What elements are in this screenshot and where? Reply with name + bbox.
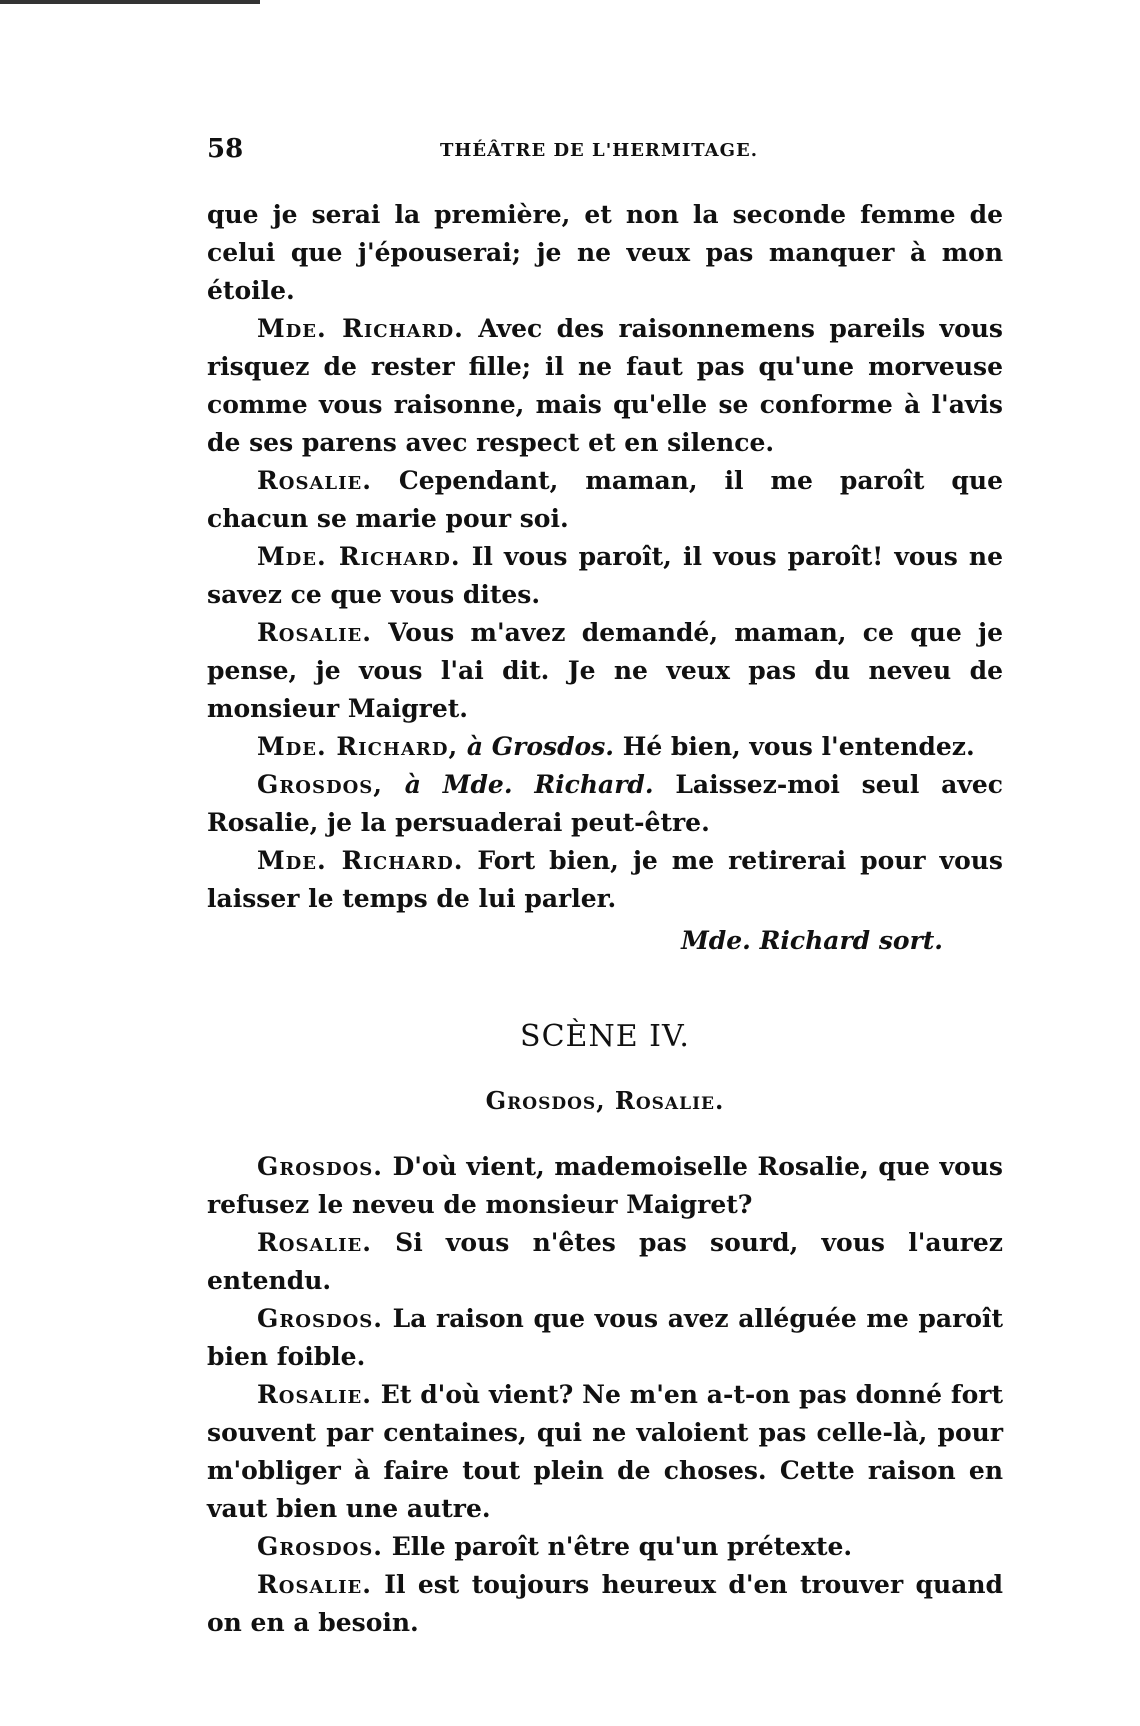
dialogue-line	[207, 1566, 1003, 1642]
stage-direction-inline: à Grosdos.	[458, 732, 614, 761]
speaker-name: Grosdos.	[257, 1304, 383, 1333]
speaker-name: Rosalie.	[257, 618, 372, 647]
dialogue-text: Vous m'avez demandé, maman, ce que je pense, je vous l'ai dit. Je ne veux pas du neveu de monsieur Maigret.	[207, 618, 1003, 723]
scene-cast: Grosdos, Rosalie.	[485, 1086, 725, 1115]
dialogue-text: Cependant, maman, il me paroît que chacun se marie pour soi.	[207, 466, 1003, 533]
dialogue-text: Hé bien, vous l'entendez.	[614, 732, 975, 761]
dialogue-text: Il est toujours heureux d'en trouver quand on en a besoin.	[207, 1570, 1003, 1637]
dialogue-text: Fort bien, je me retirerai pour vous laisser le temps de lui parler.	[207, 846, 1003, 913]
speaker-name: Rosalie.	[257, 466, 372, 495]
stage-direction-inline: à Mde. Richard.	[382, 770, 654, 799]
dialogue-text: Si vous n'êtes pas sourd, vous l'aurez entendu.	[207, 1228, 1003, 1295]
scene-title: SCÈNE IV.	[520, 1019, 690, 1054]
dialogue-line	[207, 462, 1003, 538]
speaker-name: Rosalie.	[257, 1380, 372, 1409]
dialogue-line	[207, 766, 1003, 842]
paragraph-continuation: que je serai la première, et non la seconde femme de celui que j'épouserai; je ne veux pas manquer à mon étoile.	[207, 200, 1003, 305]
dialogue-line	[207, 1224, 1003, 1300]
speaker-name: Mde. Richard.	[257, 314, 464, 343]
speaker-name: Grosdos.	[257, 1152, 383, 1181]
scan-edge-rule	[0, 0, 260, 4]
dialogue-text: Laissez-moi seul avec Rosalie, je la persuaderai peut-être.	[207, 770, 1003, 837]
page-number: 58	[207, 134, 244, 164]
dialogue-line	[207, 1376, 1003, 1528]
dialogue-line	[207, 842, 1003, 918]
dialogue-line	[207, 1148, 1003, 1224]
dialogue-text: La raison que vous avez alléguée me paroît bien foible.	[207, 1304, 1003, 1371]
speaker-name: Rosalie.	[257, 1228, 372, 1257]
dialogue-line	[207, 1528, 1003, 1566]
speaker-name: Mde. Richard.	[257, 542, 461, 571]
dialogue-text: Il vous paroît, il vous paroît! vous ne savez ce que vous dites.	[207, 542, 1003, 609]
dialogue-text: Et d'où vient? Ne m'en a-t-on pas donné fort souvent par centaines, qui ne valoient pas celle-là, pour m'obliger à faire tout plein de choses. Cette raison en vaut bien une autre.	[207, 1380, 1003, 1523]
speaker-name: Mde. Richard,	[257, 732, 459, 761]
speaker-name: Rosalie.	[257, 1570, 372, 1599]
page-header	[207, 134, 1007, 174]
speaker-name: Grosdos.	[257, 1532, 383, 1561]
dialogue-line	[207, 728, 1003, 766]
stage-direction-exit: Mde. Richard sort.	[681, 926, 943, 955]
dialogue-line	[207, 538, 1003, 614]
speaker-name: Grosdos,	[257, 770, 383, 799]
dialogue-text: D'où vient, mademoiselle Rosalie, que vous refusez le neveu de monsieur Maigret?	[207, 1152, 1003, 1219]
dialogue-line	[207, 310, 1003, 462]
dialogue-text: Elle paroît n'être qu'un prétexte.	[382, 1532, 853, 1561]
speaker-name: Mde. Richard.	[257, 846, 464, 875]
page-body	[207, 196, 1003, 1642]
dialogue-text: Avec des raisonnemens pareils vous risquez de rester fille; il ne faut pas qu'une morveuse comme vous raisonne, mais qu'elle se conforme à l'avis de ses parens avec respect et en silence.	[207, 314, 1003, 457]
dialogue-line	[207, 614, 1003, 728]
running-title: THÉÂTRE DE L'HERMITAGE.	[440, 140, 758, 161]
dialogue-line	[207, 1300, 1003, 1376]
